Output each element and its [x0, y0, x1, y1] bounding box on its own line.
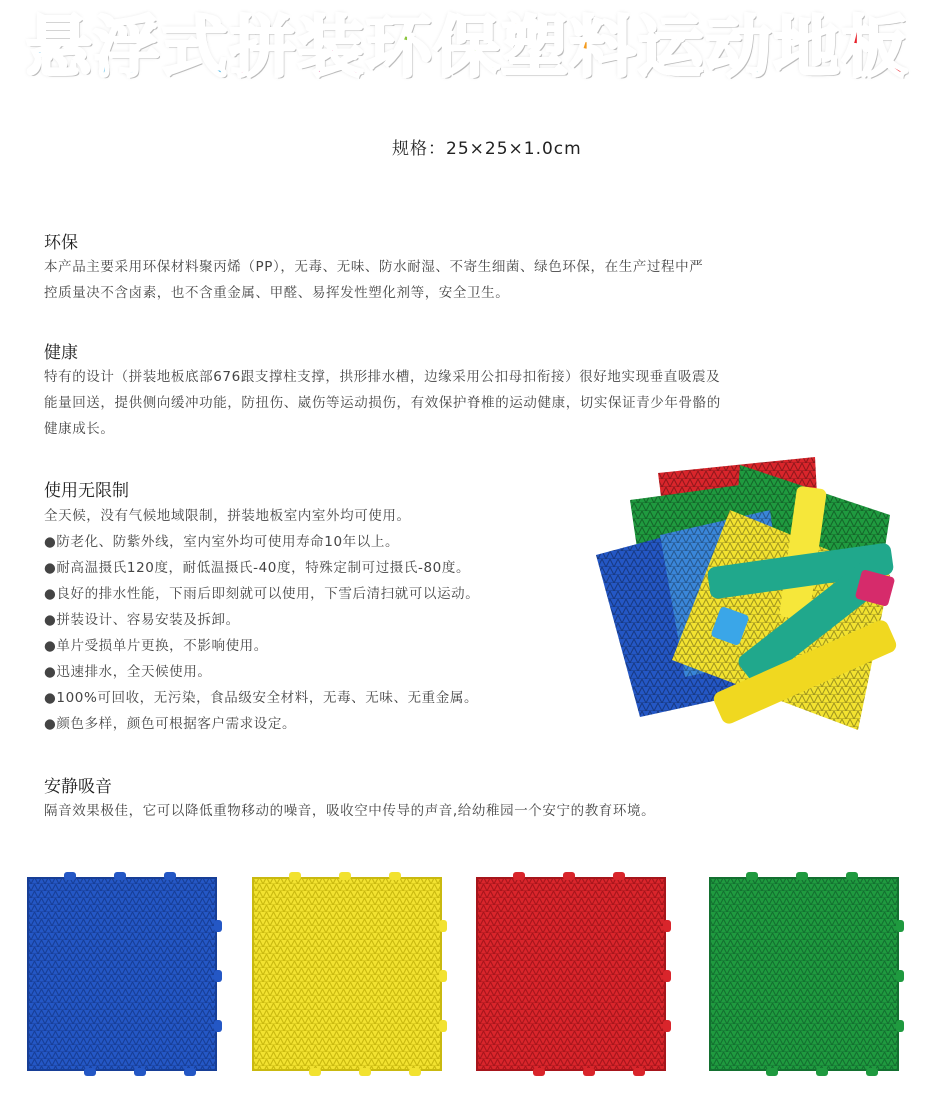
- floor-tile-image: [473, 870, 673, 1078]
- page-title: [0, 8, 933, 88]
- product-pile-image: [590, 455, 910, 735]
- title-char: 拼: [229, 9, 296, 86]
- spec-text: 规格：25×25×1.0cm: [392, 139, 582, 159]
- title-char: 塑: [501, 9, 568, 86]
- title-char: 运: [637, 9, 704, 86]
- text-line: 本产品主要采用环保材料聚丙烯（PP），无毒、无味、防水耐湿、不寄生细菌、绿色环保，在生产过程中严: [44, 259, 704, 275]
- title-char: 环: [365, 9, 432, 86]
- text-line: 隔音效果极佳，它可以降低重物移动的噪音，吸收空中传导的声音,给幼稚园一个安宁的教育环境。: [44, 803, 656, 819]
- section-heading-unlimited: 使用无限制: [44, 481, 129, 501]
- feature-list: [44, 529, 479, 737]
- section-heading-health: 健康: [44, 343, 78, 363]
- text-line: 能量回送，提供侧向缓冲功能，防扭伤、崴伤等运动损伤，有效保护脊椎的运动健康，切实保证青少年骨骼的: [44, 395, 721, 411]
- section-heading-quiet: 安静吸音: [44, 777, 112, 797]
- list-item: ●颜色多样，颜色可根据客户需求设定。: [44, 716, 297, 732]
- section-intro-unlimited: 全天候，没有气候地域限制，拼装地板室内室外均可使用。: [44, 508, 411, 524]
- title-char: 地: [773, 9, 840, 86]
- section-heading-eco: 环保: [44, 233, 78, 253]
- section-body-eco: [44, 254, 703, 306]
- list-item: ●拼装设计、容易安装及拆卸。: [44, 612, 240, 628]
- title-char: 板: [841, 9, 908, 86]
- list-item: ●防老化、防紫外线，室内室外均可使用寿命10年以上。: [44, 534, 400, 550]
- floor-tile-image: [706, 870, 906, 1078]
- floor-tile-image: [249, 870, 449, 1078]
- title-char: 料: [569, 9, 636, 86]
- title-char: 装: [297, 9, 364, 86]
- list-item: ●单片受损单片更换，不影响使用。: [44, 638, 268, 654]
- text-line: 控质量决不含卤素，也不含重金属、甲醛、易挥发性塑化剂等，安全卫生。: [44, 285, 510, 301]
- list-item: ●良好的排水性能，下雨后即刻就可以使用，下雪后清扫就可以运动。: [44, 586, 480, 602]
- title-char: 悬: [25, 9, 92, 86]
- floor-tile-image: [24, 870, 224, 1078]
- list-item: ●耐高温摄氏120度，耐低温摄氏-40度，特殊定制可过摄氏-80度。: [44, 560, 471, 576]
- title-char: 式: [161, 9, 228, 86]
- title-char: 保: [433, 9, 500, 86]
- section-body-quiet: [44, 798, 655, 824]
- section-body-health: [44, 364, 721, 442]
- list-item: ●迅速排水，全天候使用。: [44, 664, 212, 680]
- title-char: 动: [705, 9, 772, 86]
- title-char: 浮: [93, 9, 160, 86]
- list-item: ●100%可回收，无污染，食品级安全材料，无毒、无味、无重金属。: [44, 690, 479, 706]
- text-line: 特有的设计（拼装地板底部676跟支撑柱支撑，拱形排水槽，边缘采用公扣母扣衔接）很好地实现垂直吸震及: [44, 369, 721, 385]
- text-line: 健康成长。: [44, 421, 115, 437]
